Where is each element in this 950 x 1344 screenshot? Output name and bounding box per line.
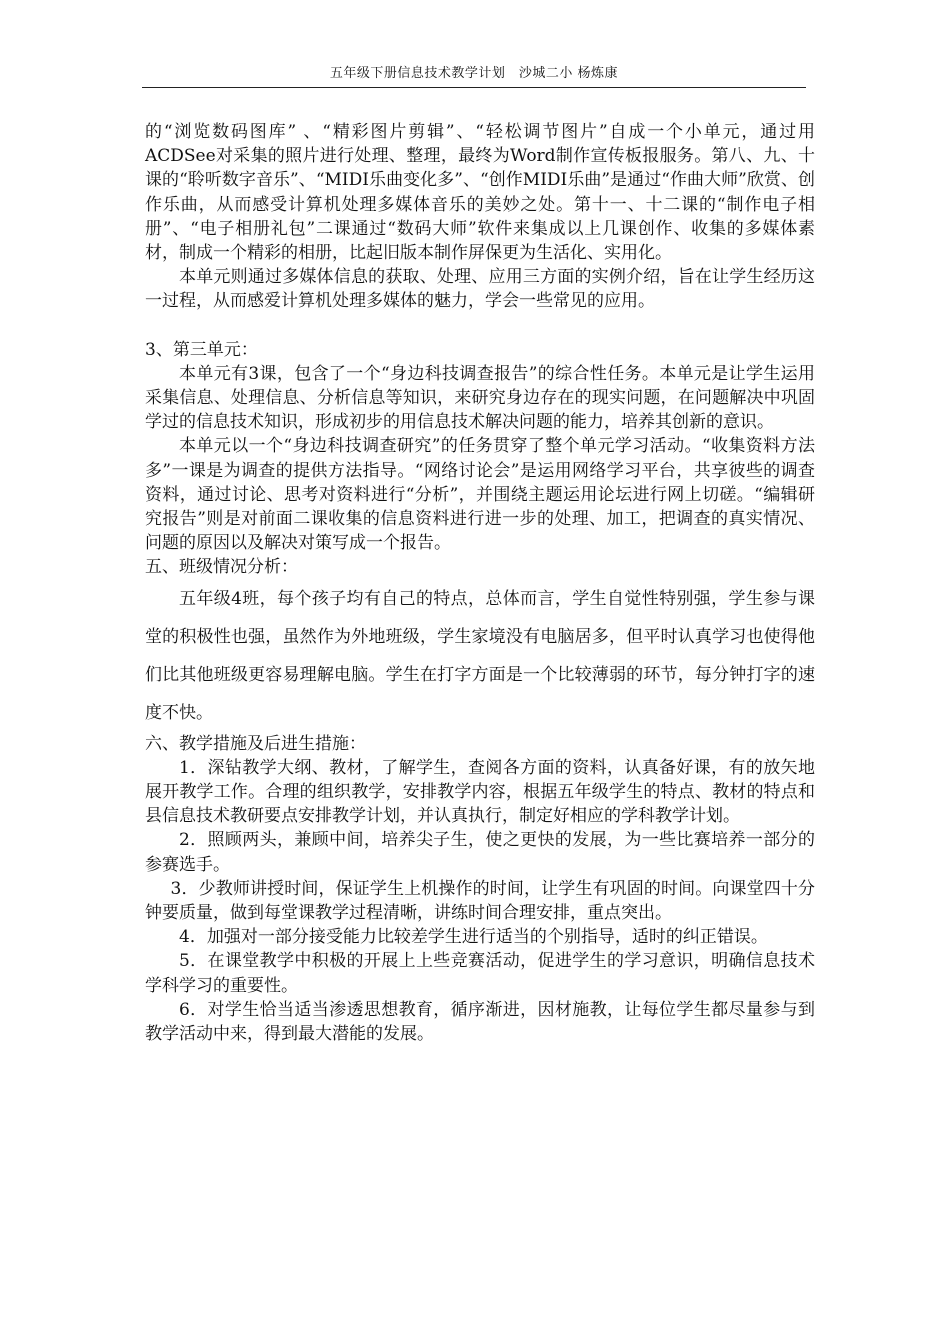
document-body <box>145 120 815 1046</box>
section5-heading: 五、班级情况分析： <box>145 557 298 578</box>
paragraph-unit2-summary: 本单元则通过多媒体信息的获取、处理、应用三方面的实例介绍，旨在让学生经历这一过程，从而感爱计算机处理多媒体的魅力，学会一些常见的应用。 <box>145 267 815 312</box>
measure-item-6: 6．对学生恰当适当渗透思想教育，循序渐进，因材施教，让每位学生都尽量参与到教学活动中来，得到最大潜能的发展。 <box>145 999 815 1045</box>
measure-item-4: 4．加强对一部分接受能力比较差学生进行适当的个别指导，适时的纠正错误。 <box>179 927 768 948</box>
paragraph-unit3-intro: 本单元有3课，包含了一个“身边科技调查报告”的综合性任务。本单元是让学生运用采集信息、处理信息、分析信息等知识，来研究身边存在的现实问题，在问题解决中巩固学过的信息技术知识，形成初步的用信息技术解决问题的能力，培养其创新的意识。 <box>145 363 815 433</box>
paragraph-unit2-lessons: 的“浏览数码图库” 、“精彩图片剪辑”、“轻松调节图片”自成一个小单元，通过用ACDSee对采集的照片进行处理、整理，最终为Word制作宣传板报服务。第八、九、十课的“聆听数字音乐”、“MIDI乐曲变化多”、“创作MIDI乐曲”是通过“作曲大师”欣赏、创作乐曲，从而感受计算机处理多媒体音乐的美妙之处。第十一、十二课的“制作电子相册”、“电子相册礼包”二课通过“数码大师”软件来集成以上几课创作、收集的多媒体素材，制成一个精彩的相册，比起旧版本制作屏保更为生活化、实用化。 <box>145 122 815 264</box>
measure-item-2: 2．照顾两头，兼顾中间，培养尖子生，使之更快的发展，为一些比赛培养一部分的参赛选手。 <box>145 830 815 875</box>
spacer <box>145 314 815 338</box>
header-title: 五年级下册信息技术教学计划 沙城二小 杨炼康 <box>329 66 619 81</box>
paragraph-class-analysis: 五年级4班，每个孩子均有自己的特点，总体而言，学生自觉性特别强，学生参与课堂的积极性也强，虽然作为外地班级，学生家境没有电脑居多，但平时认真学习也使得他们比其他班级更容易理解电脑。学生在打字方面是一个比较薄弱的环节，每分钟打字的速度不快。 <box>145 588 815 723</box>
measure-item-3: 3．少教师讲授时间，保证学生上机操作的时间，让学生有巩固的时间。向课堂四十分钟要质量，做到每堂课教学过程清晰，讲练时间合理安排，重点突出。 <box>145 878 815 924</box>
measure-item-1: 1．深钻教学大纲、教材，了解学生，查阅各方面的资料，认真备好课，有的放矢地展开教学工作。合理的组织教学，安排教学内容，根据五年级学生的特点、教材的特点和县信息技术教研要点安排教学计划，并认真执行，制定好相应的学科教学计划。 <box>145 757 815 827</box>
unit3-heading: 3、第三单元： <box>145 339 258 360</box>
measure-item-5: 5．在课堂教学中积极的开展上上些竞赛活动，促进学生的学习意识，明确信息技术学科学习的重要性。 <box>145 951 815 996</box>
paragraph-unit3-detail: 本单元以一个“身边科技调查研究”的任务贯穿了整个单元学习活动。“收集资料方法多”一课是为调查的提供方法指导。“网络讨论会”是运用网络学习平台，共享彼些的调查资料，通过讨论、思考对资料进行“分析”，并围绕主题运用论坛进行网上切磋。“编辑研究报告”则是对前面二课收集的信息资料进行进一步的处理、加工，把调查的真实情况、问题的原因以及解决对策写成一个报告。 <box>145 436 815 554</box>
section6-heading: 六、教学措施及后进生措施： <box>145 733 366 754</box>
page-header <box>142 62 806 88</box>
